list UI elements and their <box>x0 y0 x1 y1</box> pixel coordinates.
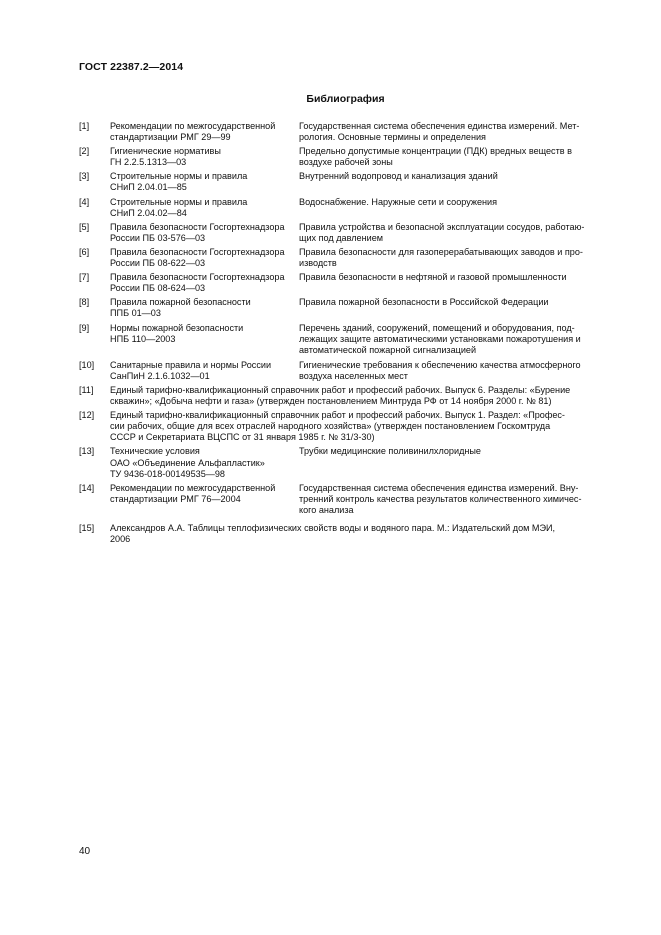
bib-entry-number: [3] <box>79 171 90 182</box>
bib-entry-15 <box>79 523 615 545</box>
bib-entry-number: [1] <box>79 121 90 131</box>
bib-entry-text: Единый тарифно-квалификационный справочник работ и профессий рабочих. Выпуск 1. Раздел: «Профес- сии рабочих, общие для всех отраслей народного хозяйства» (утвержден постановлением Госкомтруда СССР и Секретариата ВЦСПС от 31 января 1985 г. № 31/3-30) <box>110 410 565 443</box>
bib-entry-source: Правила безопасности Госгортехнадзора России ПБ 03-576—03 <box>110 221 285 243</box>
bib-entry-title: Государственная система обеспечения единства измерений. Мет- рология. Основные термины и определения <box>299 121 580 143</box>
bib-entry-number: [5] <box>79 221 90 232</box>
bib-entry-title: Правила безопасности для газоперерабатывающих заводов и про- изводств <box>299 246 583 269</box>
bib-entry-source: Правила пожарной безопасности ППБ 01—03 <box>110 297 251 319</box>
bib-entry-title: Гигиенические требования к обеспечению качества атмосферного воздуха населенных мест <box>299 359 581 381</box>
page-number: 40 <box>79 846 91 857</box>
bib-entry-title: Предельно допустимые концентрации (ПДК) вредных веществ в воздухе рабочей зоны <box>299 146 572 168</box>
bib-entry-12 <box>79 410 615 443</box>
bib-entry-4 <box>79 197 615 219</box>
bibliography-title: Библиография <box>306 93 385 105</box>
bib-entry-text: Единый тарифно-квалификационный справочник работ и профессий рабочих. Выпуск 6. Разделы: «Бурение скважин»; «Добыча нефти и газа» (утвержден постановлением Минтруда РФ от 14 ноября 2000 г. № 81) <box>110 384 571 407</box>
bib-entry-source: Рекомендации по межгосударственной стандартизации РМГ 29—99 <box>110 121 276 143</box>
bib-entry-2 <box>79 146 615 168</box>
bib-entry-title: Водоснабжение. Наружные сети и сооружения <box>299 196 498 207</box>
bib-entry-number: [10] <box>79 359 95 370</box>
bib-entry-13 <box>79 446 615 479</box>
bib-entry-source: Гигиенические нормативы ГН 2.2.5.1313—03 <box>110 146 221 168</box>
bib-entry-11 <box>79 385 615 407</box>
bib-entry-3 <box>79 171 615 193</box>
bib-entry-number: [15] <box>79 523 95 533</box>
bib-entry-text: Александров А.А. Таблицы теплофизических свойств воды и водяного пара. М.: Издательский дом МЭИ, 2006 <box>110 523 556 545</box>
bib-entry-title: Правила пожарной безопасности в Российской Федерации <box>299 297 549 308</box>
bib-entry-source: Строительные нормы и правила СНиП 2.04.01—85 <box>110 171 248 193</box>
bib-entry-8 <box>79 297 615 319</box>
bib-entry-source: Строительные нормы и правила СНиП 2.04.02—84 <box>110 196 248 218</box>
bib-entry-source: Технические условия ОАО «Объединение Альфапластик» ТУ 9436-018-00149535—98 <box>110 446 265 479</box>
bib-entry-title: Правила безопасности в нефтяной и газовой промышленности <box>299 272 567 283</box>
bib-entry-source: Правила безопасности Госгортехнадзора России ПБ 08-624—03 <box>110 272 285 294</box>
bib-entry-number: [14] <box>79 482 95 493</box>
bib-entry-title: Правила устройства и безопасной эксплуатации сосудов, работаю- щих под давлением <box>299 221 585 243</box>
bib-entry-source: Правила безопасности Госгортехнадзора России ПБ 08-622—03 <box>110 246 285 269</box>
bib-entry-14 <box>79 483 615 516</box>
bib-entry-source: Санитарные правила и нормы России СанПиН 2.1.6.1032—01 <box>110 359 272 381</box>
bib-entry-1 <box>79 121 615 143</box>
bibliography-list <box>79 121 615 545</box>
bib-entry-source: Рекомендации по межгосударственной стандартизации РМГ 76—2004 <box>110 482 276 504</box>
bib-entry-5 <box>79 222 615 244</box>
bib-entry-6 <box>79 247 615 269</box>
bib-entry-number: [11] <box>79 384 94 395</box>
bib-entry-title: Трубки медицинские поливинилхлоридные <box>299 446 481 457</box>
bib-entry-7 <box>79 272 615 294</box>
bib-entry-title: Перечень зданий, сооружений, помещений и оборудования, под- лежащих защите автоматическими установками пожаротушения и автоматической пожарной сигнализацией <box>299 322 581 355</box>
bib-entry-source: Нормы пожарной безопасности НПБ 110—2003 <box>110 322 244 344</box>
bib-entry-number: [4] <box>79 196 90 207</box>
bib-entry-10 <box>79 360 615 382</box>
bib-entry-number: [9] <box>79 322 90 333</box>
bib-entry-number: [12] <box>79 410 95 421</box>
bib-entry-9 <box>79 323 615 356</box>
bib-entry-number: [8] <box>79 297 90 308</box>
bib-entry-number: [2] <box>79 146 90 157</box>
bib-entry-number: [13] <box>79 446 95 457</box>
bib-entry-number: [6] <box>79 246 90 257</box>
bib-entry-title: Государственная система обеспечения единства измерений. Вну- тренний контроль качества результатов количественного химичес- кого анализа <box>299 482 582 515</box>
bib-entry-title: Внутренний водопровод и канализация зданий <box>299 171 498 182</box>
document-code: ГОСТ 22387.2—2014 <box>79 61 184 73</box>
bib-entry-number: [7] <box>79 272 90 283</box>
